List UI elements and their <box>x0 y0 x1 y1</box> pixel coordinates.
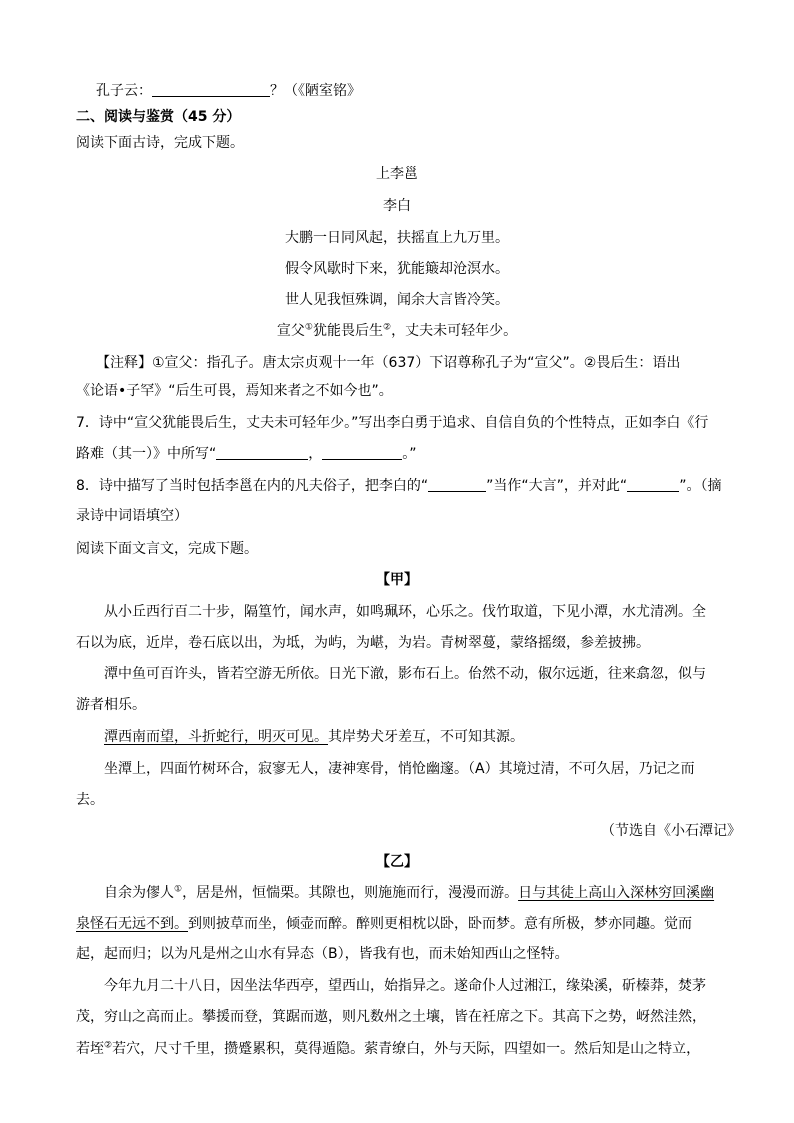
annotation-line-1: 【注释】①宣父：指孔子。唐太宗贞观十一年（637）下诏尊称孔子为“宣父”。②畏后生：语出 <box>96 355 681 371</box>
passage-yi-para-1-line-1 <box>104 882 751 904</box>
text: 其岸势犬牙差互，不可知其源。 <box>328 729 524 745</box>
poem-verse-1: 大鹏一日同风起，扶摇直上九万里。 <box>285 230 509 246</box>
passage-jia-para-1-line-1: 从小丘西行百二十步，隔篁竹，闻水声，如鸣珮环，心乐之。伐竹取道，下见小潭，水尤清冽。全 <box>104 604 706 620</box>
passage-jia-para-2-line-2: 游者相乐。 <box>76 697 146 713</box>
instruction-text: 阅读下面古诗，完成下题。 <box>76 135 244 151</box>
poem-title: 上李邕 <box>376 166 418 182</box>
footnote-mark: ① <box>174 884 183 895</box>
footnote-mark: ② <box>383 322 392 333</box>
text: 。” <box>402 446 417 462</box>
section-heading: 二、阅读与鉴赏（45 分） <box>76 109 241 125</box>
passage-yi-heading: 【乙】 <box>376 854 418 870</box>
answer-blank[interactable] <box>428 477 486 492</box>
text: ，丈夫未可轻年少。 <box>391 323 518 339</box>
text: 宣父 <box>276 323 305 339</box>
question-8-line-2: 录诗中词语填空） <box>76 508 188 524</box>
passage-jia-para-1-line-2: 石以为底，近岸，卷石底以出，为坻，为屿，为嵁，为岩。青树翠蔓，蒙络摇缀，参差披拂。 <box>76 635 650 651</box>
text: 8．诗中描写了当时包括李邕在内的凡夫俗子，把李白的“ <box>76 478 429 494</box>
passage-yi-para-2-line-2: 茂，穷山之高而止。攀援而登，箕踞而遨，则凡数州之土壤，皆在衽席之下。其高下之势，岈然洼然， <box>76 1009 706 1025</box>
text: 路难（其一）》中所写“ <box>76 446 217 462</box>
text: 孔子云： <box>96 83 152 99</box>
passage-yi-para-2-line-1: 今年九月二十八日，因坐法华西亭，望西山，始指异之。遂命仆人过湘江，缘染溪，斫榛莽，焚茅 <box>104 978 706 994</box>
poem-verse-3: 世人见我恒殊调，闻余大言皆冷笑。 <box>285 292 509 308</box>
poem-verse-2: 假令风歇时下来，犹能簸却沧溟水。 <box>285 261 509 277</box>
poem-verse-4 <box>0 320 794 342</box>
answer-blank[interactable] <box>322 445 402 460</box>
footnote-mark: ② <box>104 1040 113 1051</box>
text: ”当作“大言”，并对此“ <box>486 478 628 494</box>
text: 自余为僇人 <box>104 885 174 901</box>
blank-question-kongzi <box>96 80 771 102</box>
answer-blank[interactable] <box>627 477 679 492</box>
text: ？（《陋室铭》 <box>270 83 361 99</box>
question-7-line-2 <box>76 443 751 465</box>
text: 犹能畏后生 <box>313 323 383 339</box>
question-8-line-1 <box>76 475 751 497</box>
footnote-mark: ① <box>304 322 313 333</box>
underlined-sentence: 日与其徒上高山入深林穷回溪幽 <box>518 885 715 901</box>
passage-jia-para-3 <box>104 726 751 748</box>
instruction-text: 阅读下面文言文，完成下题。 <box>76 541 258 557</box>
underlined-sentence: 潭西南而望，斗折蛇行，明灭可见。 <box>104 729 328 745</box>
passage-yi-para-1-line-2 <box>76 913 751 935</box>
source-citation: （节选自《小石潭记》 <box>601 823 741 839</box>
answer-blank[interactable] <box>152 82 270 97</box>
text: ”。（摘 <box>679 478 722 494</box>
passage-jia-para-4-line-2: 去。 <box>76 792 104 808</box>
text: 若垤 <box>76 1041 104 1057</box>
passage-jia-heading: 【甲】 <box>376 572 418 588</box>
text: 若穴，尺寸千里，攒蹙累积，莫得遁隐。萦青缭白，外与天际，四望如一。然后知是山之特立， <box>112 1041 701 1057</box>
answer-blank[interactable] <box>216 445 308 460</box>
passage-jia-para-4-line-1: 坐潭上，四面竹树环合，寂寥无人，凄神寒骨，悄怆幽邃。（A）其境过清，不可久居，乃记之而 <box>104 761 695 777</box>
passage-jia-para-2-line-1: 潭中鱼可百许头，皆若空游无所依。日光下澈，影布石上。佁然不动，俶尔远逝，往来翕忽，似与 <box>104 666 706 682</box>
poem-author: 李白 <box>383 198 411 214</box>
passage-yi-para-1-line-3: 起，起而归；以为凡是州之山水有异态（B），皆我有也，而未始知西山之怪特。 <box>76 946 569 962</box>
text: ，居是州，恒惴栗。其隙也，则施施而行，漫漫而游。 <box>182 885 519 901</box>
question-7-line-1: 7．诗中“宣父犹能畏后生，丈夫未可轻年少。”写出李白勇于追求、自信自负的个性特点，正如李白《行 <box>76 415 709 431</box>
text: ， <box>308 446 323 462</box>
underlined-sentence: 泉怪石无远不到。 <box>76 916 188 932</box>
text: 到则披草而坐，倾壶而醉。醉则更相枕以卧，卧而梦。意有所极，梦亦同趣。觉而 <box>188 916 692 932</box>
passage-yi-para-2-line-3 <box>76 1038 751 1060</box>
annotation-line-2: 《论语•子罕》“后生可畏，焉知来者之不如今也”。 <box>76 383 393 399</box>
